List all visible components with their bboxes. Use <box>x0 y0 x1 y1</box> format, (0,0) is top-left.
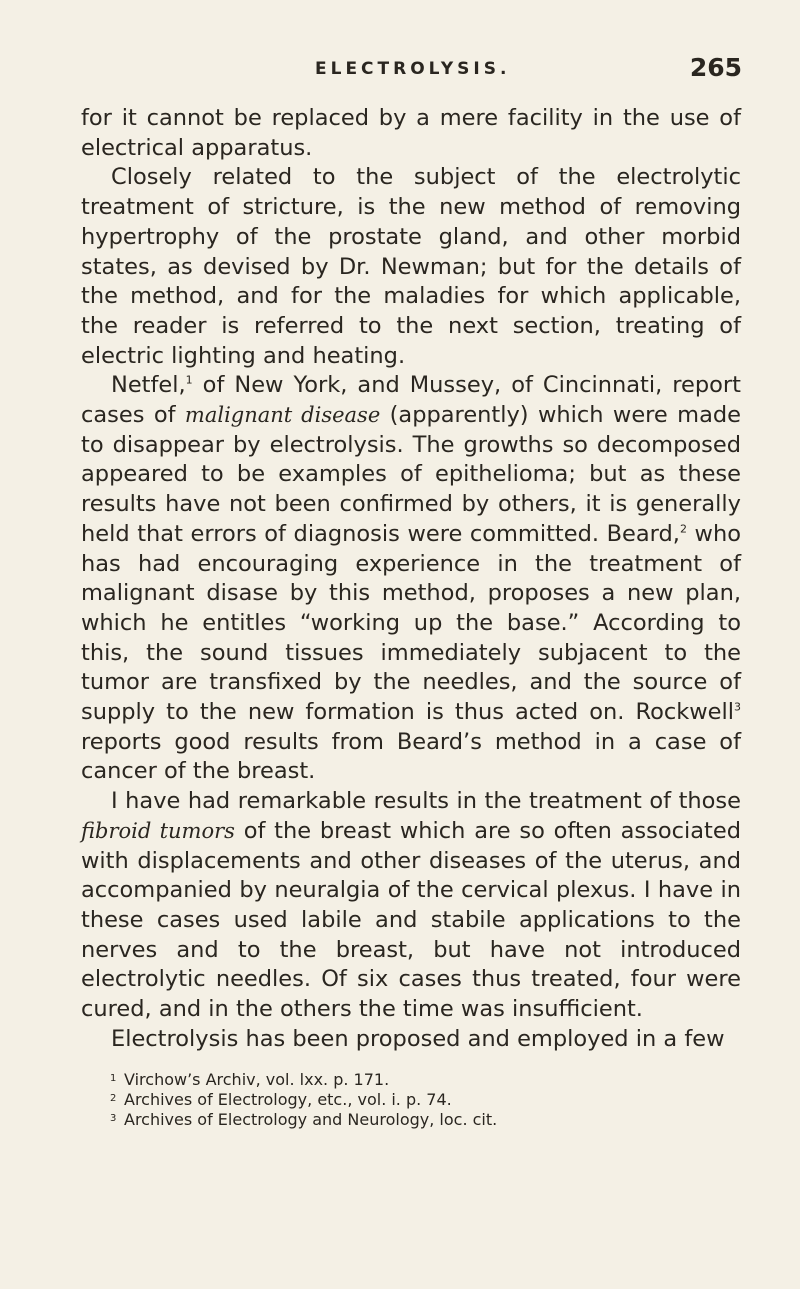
text-run: I have had remarkable results in the treatment of those <box>111 788 741 815</box>
text-run: (apparently) which were made to disappear by electrolysis. The growths so decomposed appeared to be examples of epithelioma; but as these results have not been confirmed by others, it is generally held that errors of diagnosis were committed. Beard, <box>81 402 741 547</box>
footnote <box>110 1070 730 1090</box>
text-run: who has had encouraging experience in the treatment of malignant disase by this method, proposes a new plan, which he entitles “working up the base.” According to this, the sound tissues immediately subjacent to the tumor are transfixed by the needles, and the source of supply to the new formation is thus acted on. Rockwell <box>81 520 741 726</box>
footnote-text: Archives of Electrology, etc., vol. i. p. 74. <box>124 1090 452 1109</box>
footnote-mark: 2 <box>110 1093 117 1104</box>
text-run: reports good results from Beard’s method in a case of cancer of the breast. <box>81 728 741 785</box>
footnotes <box>110 1070 730 1130</box>
footnote-reference: 2 <box>679 522 687 536</box>
text-run: of New York, and Mussey, of Cincinnati, report cases of <box>81 372 741 429</box>
text-run: Closely related to the subject of the electrolytic treatment of stricture, is the new method of removing hypertrophy of the prostate gland, and other morbid states, as devised by Dr. Newman; but for the details of the method, and for the maladies for which applicable, the reader is referred to the next section, treating of electric lighting and heating. <box>81 164 741 369</box>
page-number: 265 <box>689 53 742 82</box>
footnote-mark: 1 <box>110 1073 117 1084</box>
running-title: ELECTROLYSIS. <box>315 59 511 79</box>
footnote-reference: 1 <box>185 373 193 387</box>
italic-phrase: malignant disease <box>184 403 381 428</box>
footnote-mark: 3 <box>110 1113 117 1124</box>
running-head <box>0 53 742 87</box>
paragraph <box>81 1025 741 1055</box>
paragraph <box>81 104 741 163</box>
footnote-text: Virchow’s Archiv, vol. lxx. p. 171. <box>124 1070 390 1089</box>
footnote-reference: 3 <box>734 700 741 714</box>
paragraph <box>81 787 741 1025</box>
text-run: Netfel, <box>111 372 186 399</box>
text-run: of the breast which are so often associated with displacements and other diseases of the uterus, and accompanied by neuralgia of the cervical plexus. I have in these cases used labile and stabile applications to the nerves and to the breast, but have not introduced electrolytic needles. Of six cases thus treated, four were cured, and in the others the time was insufficient. <box>81 817 741 1023</box>
footnote <box>110 1110 730 1130</box>
text-run: for it cannot be replaced by a mere facility in the use of electrical apparatus. <box>81 105 741 161</box>
body-text <box>81 104 741 1055</box>
footnote-text: Archives of Electrology and Neurology, loc. cit. <box>124 1110 498 1129</box>
text-run: Electrolysis has been proposed and employed in a few <box>111 1025 725 1052</box>
footnote <box>110 1090 730 1110</box>
italic-phrase: fibroid tumors <box>81 818 235 843</box>
paragraph <box>81 371 741 787</box>
paragraph <box>81 163 741 371</box>
